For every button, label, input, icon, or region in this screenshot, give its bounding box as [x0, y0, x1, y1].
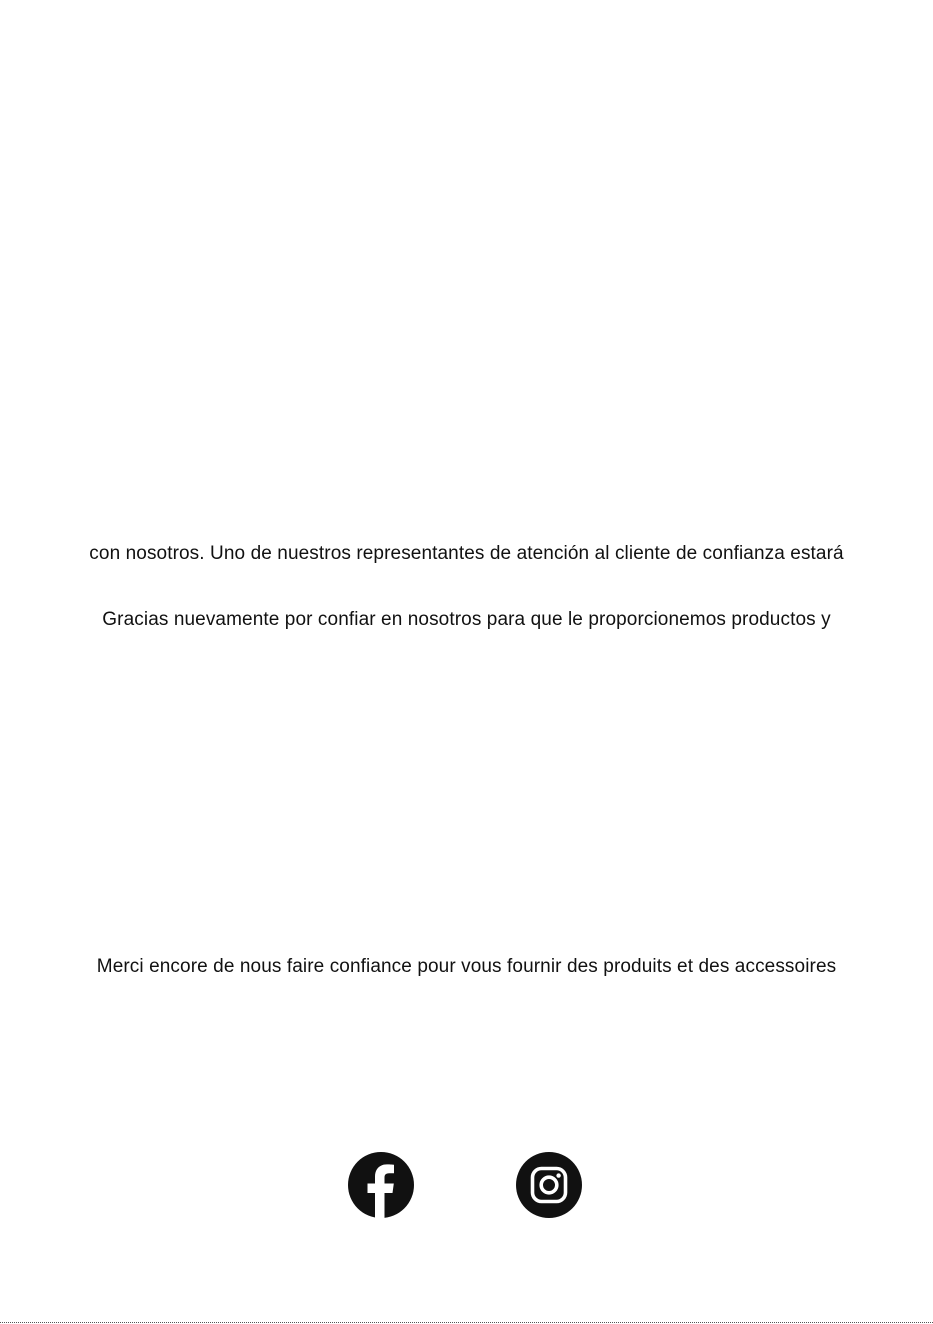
facebook-icon[interactable]: [348, 1152, 414, 1218]
page-bottom-divider: [0, 1322, 933, 1323]
instagram-icon[interactable]: [516, 1152, 582, 1218]
instagram-glyph: [516, 1152, 582, 1218]
spanish-text-line-1: con nosotros. Uno de nuestros representantes de atención al cliente de confianza estará: [89, 543, 844, 564]
spanish-text-line-2: Gracias nuevamente por confiar en nosotros para que le proporcionemos productos y: [102, 609, 831, 630]
facebook-glyph: [348, 1152, 414, 1218]
french-text-line-1: Merci encore de nous faire confiance pour vous fournir des produits et des accessoires: [96, 956, 837, 977]
